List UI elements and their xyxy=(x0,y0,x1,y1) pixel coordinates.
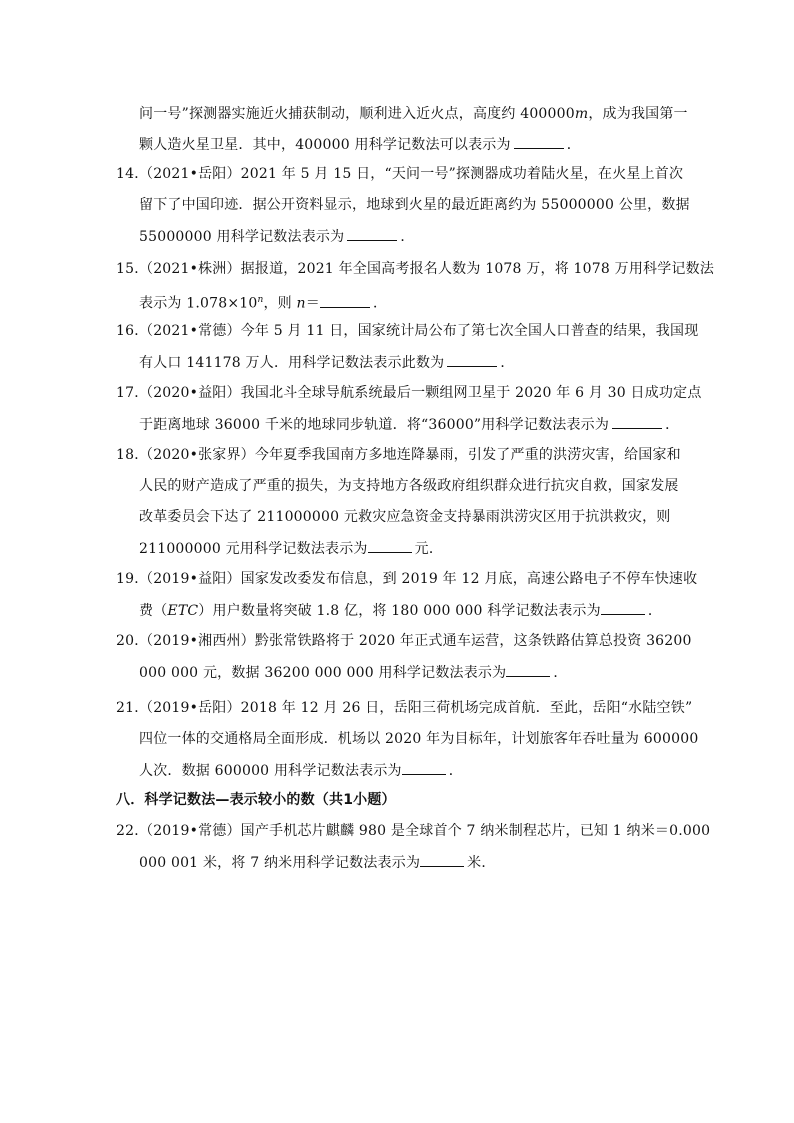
q21-number: 21． xyxy=(116,700,149,716)
q17-line-1: （2020•益阳）我国北斗全球导航系统最后一颗组网卫星于 2020 年 6 月 30 日成功定点 xyxy=(139,385,702,401)
q19-text-a: 费（ xyxy=(139,603,168,619)
answer-blank xyxy=(447,352,497,367)
q14-line-3 xyxy=(139,226,415,247)
q22-number: 22． xyxy=(116,823,149,839)
answer-blank xyxy=(514,134,564,149)
q18-line-4 xyxy=(139,538,443,559)
answer-blank xyxy=(506,662,550,677)
q20-number: 20． xyxy=(116,633,149,649)
q16-text: 有人口 141178 万人．用科学记数法表示此数为 xyxy=(139,355,445,371)
q15-line-1: （2021•株洲）据报道，2021 年全国高考报名人数为 1078 万，将 1078 万用科学记数法 xyxy=(139,261,715,277)
q19-line-2 xyxy=(139,600,662,621)
q21-punct: ． xyxy=(448,763,463,779)
q22-line-1: （2019•常德）国产手机芯片麒麟 980 是全球首个 7 纳米制程芯片，已知 1 纳米＝0.000 xyxy=(139,823,711,839)
q14-text: 55000000 用科学记数法表示为 xyxy=(139,229,345,245)
q16-line-1: （2021•常德）今年 5 月 11 日，国家统计局公布了第七次全国人口普查的结果，我国现 xyxy=(139,323,699,339)
q20-punct: ． xyxy=(553,665,568,681)
q13-text-end: ，成为我国第一 xyxy=(588,106,688,122)
q18-line-2: 人民的财产造成了严重的损失，为支持地方各级政府组织群众进行抗灾自救，国家发展 xyxy=(139,478,679,494)
q21-line-1: （2019•岳阳）2018 年 12 月 26 日，岳阳三荷机场完成首航．至此，岳阳“水陆空铁” xyxy=(139,700,693,716)
q16-punct: ． xyxy=(500,355,515,371)
answer-blank xyxy=(601,600,645,615)
q20-text: 000 000 元，数据 36200 000 000 用科学记数法表示为 xyxy=(139,665,507,681)
answer-blank xyxy=(420,852,464,867)
q13-line-2 xyxy=(139,134,581,155)
q19-number: 19． xyxy=(116,571,149,587)
q14-line-2: 留下了中国印迹．据公开资料显示，地球到火星的最近距离约为 55000000 公里，数据 xyxy=(139,197,690,213)
q15-text-mid: ，则 xyxy=(263,295,297,312)
q17-line-2 xyxy=(139,414,679,435)
q18-number: 18． xyxy=(116,447,149,463)
q21-line-2: 四位一体的交通格局全面形成．机场以 2020 年为目标年，计划旅客年吞吐量为 600000 xyxy=(139,731,699,747)
q19-text-b: ）用户数量将突破 1.8 亿，将 180 000 000 科学记数法表示为 xyxy=(198,603,601,619)
q15-number: 15． xyxy=(116,261,149,277)
answer-blank xyxy=(320,293,370,308)
q14-punct: ． xyxy=(400,229,415,245)
q15-line-2 xyxy=(139,290,387,314)
q13-punct: ． xyxy=(566,137,581,153)
q22-line-2 xyxy=(139,852,496,873)
q19-punct: ． xyxy=(647,603,663,619)
q17-text: 于距离地球 36000 千米的地球同步轨道．将“36000”用科学记数法表示为 xyxy=(139,417,610,433)
section-heading: 八．科学记数法—表示较小的数（共1小题） xyxy=(116,792,396,808)
q21-text: 人次．数据 600000 用科学记数法表示为 xyxy=(139,763,402,779)
q20-line-2 xyxy=(139,662,568,683)
answer-blank xyxy=(368,538,412,553)
q18-line-3: 改革委员会下达了 211000000 元救灾应急资金支持暴雨洪涝灾区用于抗洪救灾，则 xyxy=(139,509,671,525)
q17-punct: ． xyxy=(665,417,680,433)
q14-number: 14． xyxy=(116,166,149,182)
q19-line-1: （2019•益阳）国家发改委发布信息，到 2019 年 12 月底，高速公路电子不停车快速收 xyxy=(139,571,698,587)
q20-line-1: （2019•湘西州）黔张常铁路将于 2020 年正式通车运营，这条铁路估算总投资 36200 xyxy=(139,633,692,649)
q18-unit: 元． xyxy=(414,541,444,557)
q15-exponent: n xyxy=(257,295,264,305)
answer-blank xyxy=(402,760,446,775)
q18-text: 211000000 元用科学记数法表示为 xyxy=(139,541,368,557)
q17-number: 17． xyxy=(116,385,149,401)
q13-text: 问一号”探测器实施近火捕获制动，顺利进入近火点，高度约 400000 xyxy=(139,106,575,122)
q15-punct: ． xyxy=(372,295,388,312)
q16-line-2 xyxy=(139,352,515,373)
q15-variable: n xyxy=(296,295,306,312)
q16-number: 16． xyxy=(116,323,149,339)
q19-variable: ETC xyxy=(167,603,199,619)
q14-line-1: （2021•岳阳）2021 年 5 月 15 日，“天问一号”探测器成功着陆火星，在火星上首次 xyxy=(139,166,684,182)
q22-unit: 米． xyxy=(467,855,496,871)
q21-line-3 xyxy=(139,760,463,781)
answer-blank xyxy=(612,414,662,429)
answer-blank xyxy=(347,226,397,241)
q22-text: 000 001 米，将 7 纳米用科学记数法表示为 xyxy=(139,855,421,871)
q18-line-1: （2020•张家界）今年夏季我国南方多地连降暴雨，引发了严重的洪涝灾害，给国家和 xyxy=(139,447,681,463)
q13-unit: m xyxy=(574,106,589,122)
q15-text: 表示为 1.078×10 xyxy=(139,295,258,312)
q13-text-2: 颗人造火星卫星．其中，400000 用科学记数法可以表示为 xyxy=(139,137,511,153)
q13-line-1 xyxy=(139,104,688,124)
q15-equals: ＝ xyxy=(305,295,320,312)
